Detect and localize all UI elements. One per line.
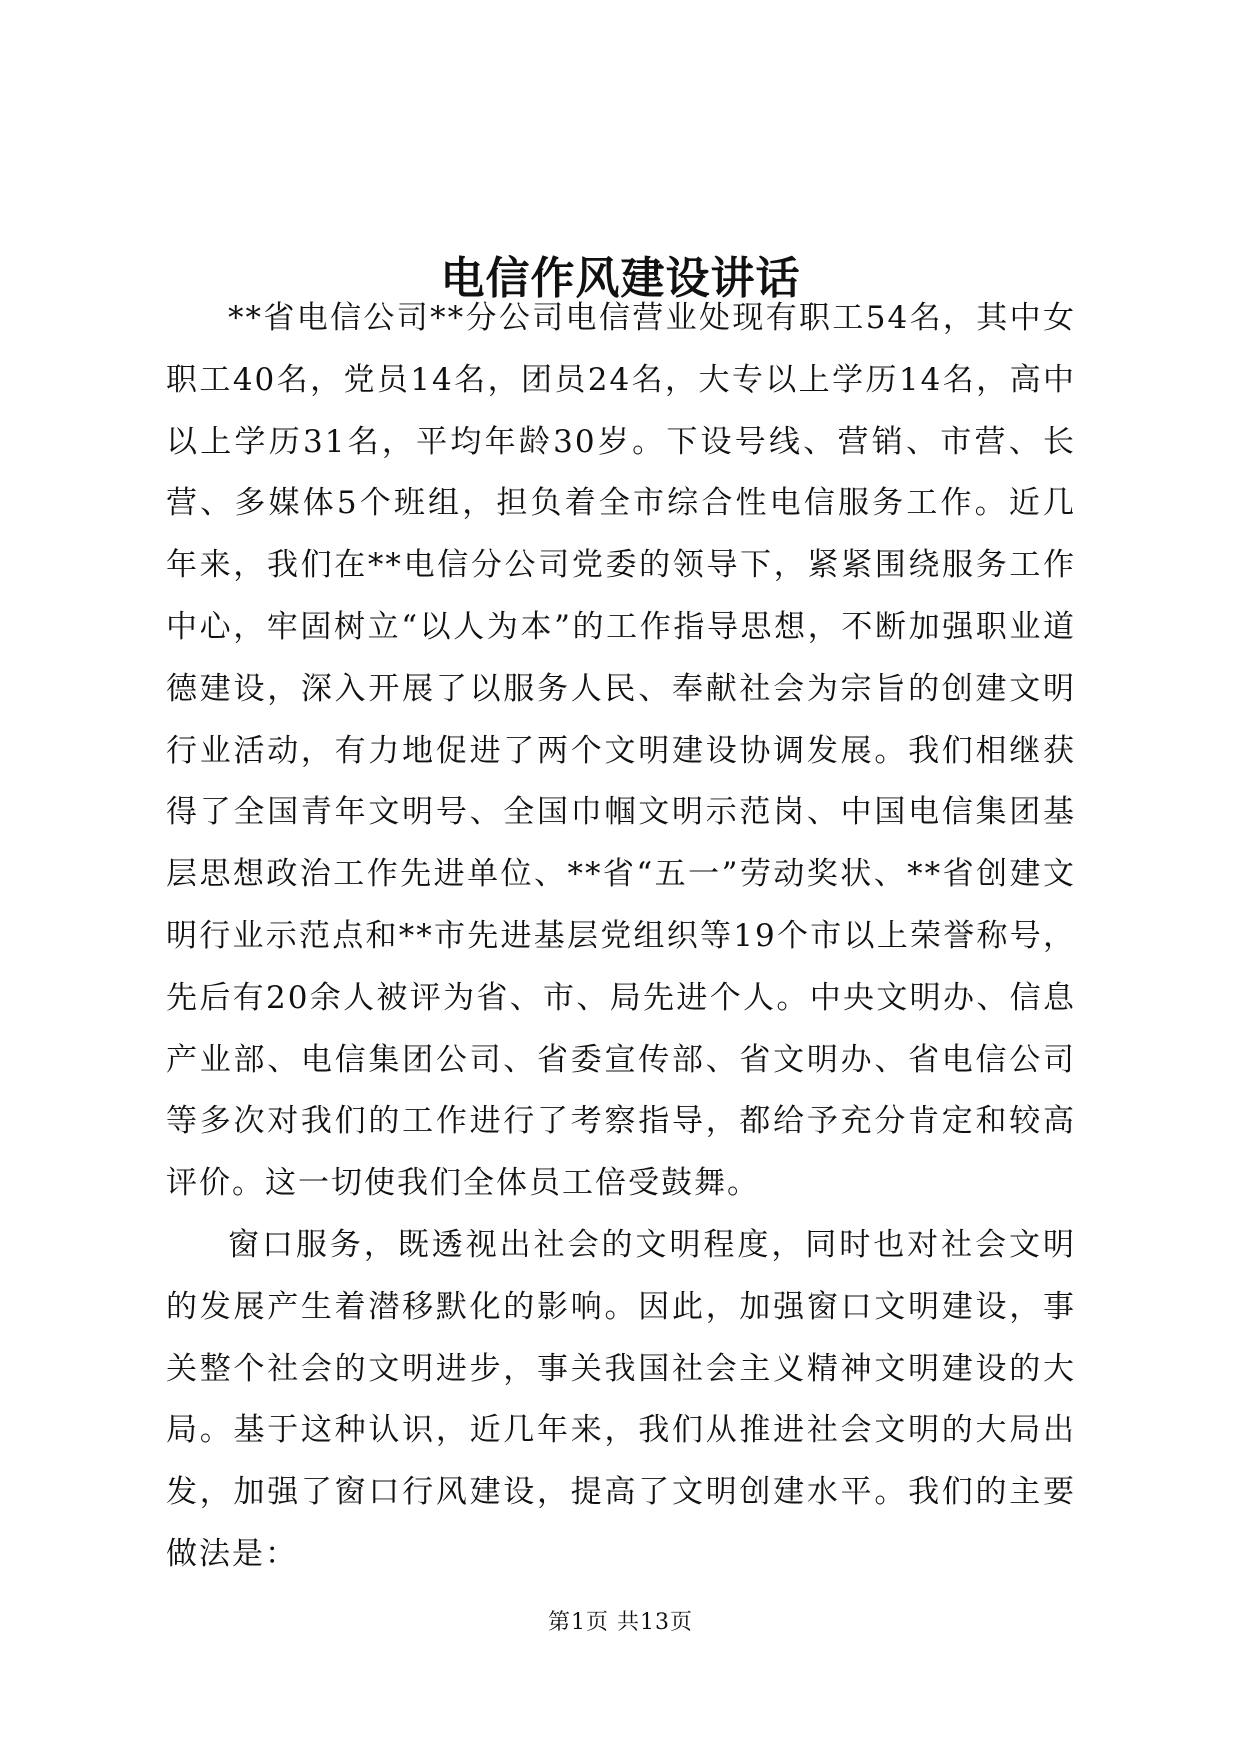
document-title: 电信作风建设讲话 [440, 253, 801, 305]
page-number-footer: 第1页 共13页 [548, 1610, 693, 1635]
body-paragraph-1: **省电信公司**分公司电信营业处现有职工54名，其中女职工40名，党员14名，团员24名，大专以上学历14名，高中以上学历31名，平均年龄30岁。下设号线、营销、市营、长营、多媒体5个班组，担负着全市综合性电信服务工作。近几年来，我们在**电信分公司党委的领导下，紧紧围绕服务工作中心，牢固树立“以人为本”的工作指导思想，不断加强职业道德建设，深入开展了以服务人民、奉献社会为宗旨的创建文明行业活动，有力地促进了两个文明建设协调发展。我们相继获得了全国青年文明号、全国巾帼文明示范岗、中国电信集团基层思想政治工作先进单位、**省“五一”劳动奖状、**省创建文明行业示范点和**市先进基层党组织等19个市以上荣誉称号，先后有20余人被评为省、市、局先进个人。中央文明办、信息产业部、电信集团公司、省委宣传部、省文明办、省电信公司等多次对我们的工作进行了考察指导，都给予充分肯定和较高评价。这一切使我们全体员工倍受鼓舞。 [166, 300, 1076, 1202]
document-body [166, 288, 1076, 1586]
body-paragraph-2: 窗口服务，既透视出社会的文明程度，同时也对社会文明的发展产生着潜移默化的影响。因此，加强窗口文明建设，事关整个社会的文明进步，事关我国社会主义精神文明建设的大局。基于这种认识，近几年来，我们从推进社会文明的大局出发，加强了窗口行风建设，提高了文明创建水平。我们的主要做法是： [166, 1226, 1076, 1572]
